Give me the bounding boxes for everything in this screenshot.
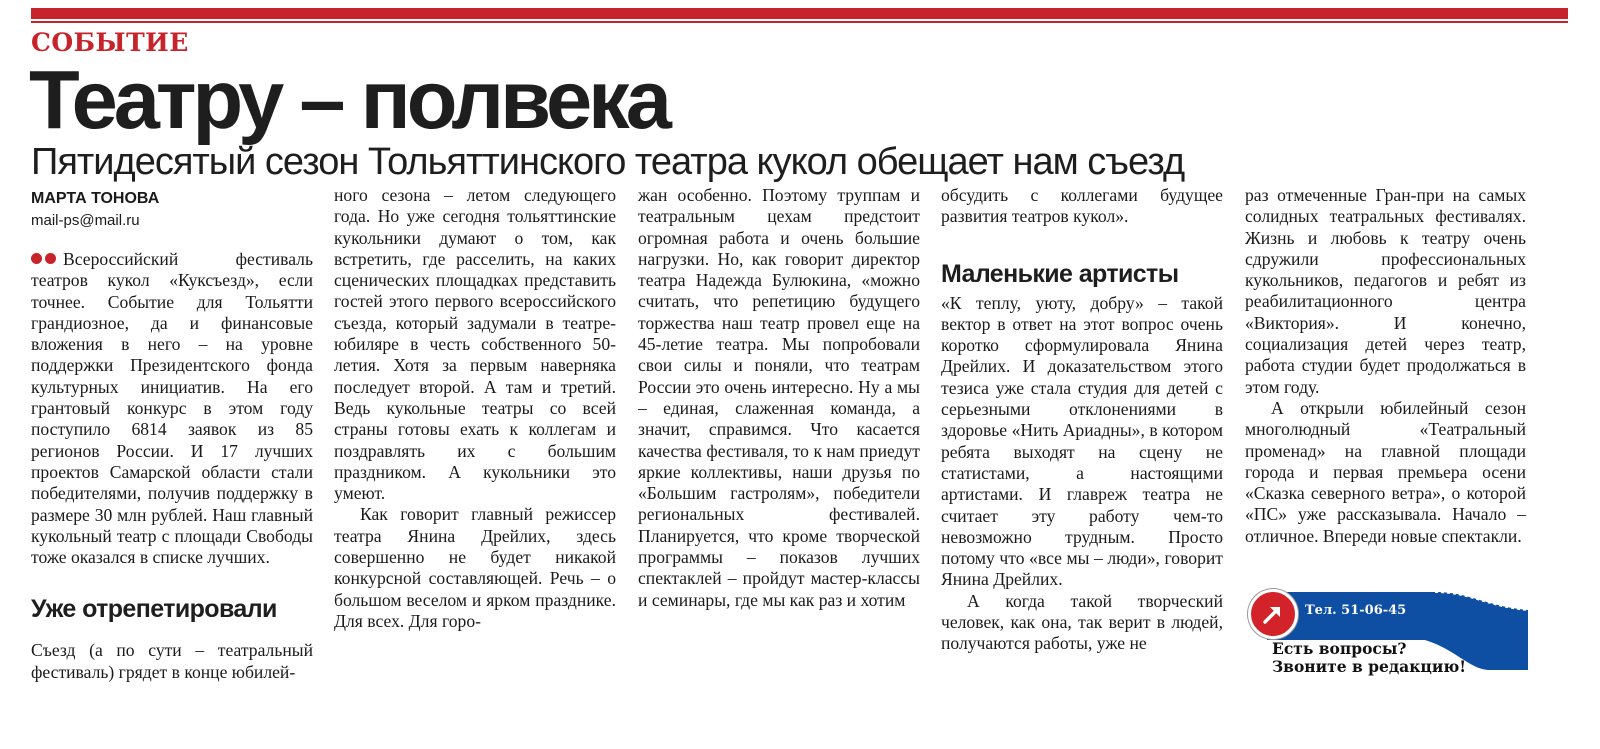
paragraph: обсудить с коллегами будущее развития театров кукол». [941,185,1223,227]
article-column-3 [638,185,920,611]
promo-phone: Тел. 51-06-45 [1305,603,1407,618]
paragraph: Как говорит главный режиссер театра Янина Дрейлих, здесь совершенно не будет никакой конкурсной составляющей. Речь – о большом веселом и ярком празднике. Для всех. Для горо- [334,504,616,631]
subheadline: Пятидесятый сезон Тольяттинского театра кукол обещает нам съезд [31,141,1185,183]
article-column-1 [31,249,313,683]
paragraph: Съезд (а по сути – театральный фестиваль) грядет в конце юбилей- [31,640,313,682]
paragraph: А когда такой творческий человек, как она, так верит в людей, получаются работы, уже не [941,590,1223,654]
promo-line-2: Звоните в редакцию! [1272,657,1467,676]
paragraph: ного сезона – летом следующего года. Но уже сегодня тольяттинские кукольники думают о том, как встретить, где расселить, на каких сценических площадках представить гостей этого первого всероссийского съезда, который задумали в театре-юбиляре в честь собственного 50-летия. Хотя за первым наверняка последует второй. А там и третий. Ведь кукольные театры со всей страны готовы ехать к коллегам и поздравлять их с большим праздником. А кукольники это умеют. [334,185,616,504]
paragraph: жан особенно. Поэтому труппам и театральным цехам предстоит огромная работа и очень большие нагрузки. Но, как говорит директор театра Надежда Булюкина, «можно считать, что репетицию будущего торжества наш театр провел еще на 45-летие театра. Мы попробовали свои силы и поняли, что театрам России это очень интересно. Ну а мы – единая, слаженная команда, а значит, справимся. Что касается качества фестиваля, то к нам приедут яркие коллективы, наши друзья по «Большим гастролям», победители региональных фестивалей. Планируется, что кроме творческой программы – показов лучших спектаклей – пройдут мастер-классы и семинары, где мы как раз и хотим [638,185,920,610]
article-column-2 [334,185,616,632]
paragraph: раз отмеченные Гран-при на самых солидных театральных фестивалях. Жизнь и любовь к театру очень сдружили профессиональных кукольников, педагогов и ребят из реабилитационного центра «Виктория». И конечно, социализация детей через театр, работа студии будет продолжаться в этом году. [1245,185,1526,397]
promo-line-1: Есть вопросы? [1272,639,1407,658]
section-heading: Уже отрепетировали [31,595,277,624]
top-rule-thin [31,21,1568,23]
paragraph: А открыли юбилейный сезон многолюдный «Театральный променад» на главной площади города и первая премьера осени «Сказка северного ветра», о которой «ПС» уже рассказывала. Начало – отличное. Впереди новые спектакли. [1245,397,1526,546]
paragraph [31,249,313,568]
author-email: mail-ps@mail.ru [31,212,140,229]
promo-text [1272,640,1466,676]
bullet-dots-icon [31,249,59,270]
headline: Театру – полвека [29,53,668,146]
arrow-icon [1248,589,1298,639]
rubric-label: СОБЫТИЕ [31,28,189,57]
paragraph-text: Всероссийский фестиваль театров кукол «Куксъезд», если точнее. Событие для Тольятти грандиозное, да и финансовые вложения в него – на уровне поддержки Президентского фонда культурных инициатив. На его грантовый конкурс в этом году поступило 6814 заявок из 85 регионов России. И 17 лучших проектов Самарской области стали победителями, получив поддержку в размере 30 млн рублей. Наш главный кукольный театр с площади Свободы тоже оказался в списке лучших. [31,249,313,568]
author-name: МАРТА ТОНОВА [31,190,160,207]
article-column-5 [1245,185,1526,547]
paragraph: «К теплу, уюту, добру» – такой вектор в ответ на этот вопрос очень коротко сформулировала Янина Дрейлих. И доказательством этого тезиса уже стала студия для детей с серьезными отклонениями в здоровье «Нить Ариадны», в котором ребята выходят на сцену не статистами, а настоящими артистами. И главреж театра не считает эту работу чем-то невозможно трудным. Просто потому что «все мы – люди», говорит Янина Дрейлих. [941,292,1223,590]
promo-banner[interactable] [1245,584,1528,684]
section-heading: Маленькие артисты [941,259,1179,288]
article-column-4 [941,185,1223,655]
byline [31,188,159,231]
top-rule [31,8,1568,19]
